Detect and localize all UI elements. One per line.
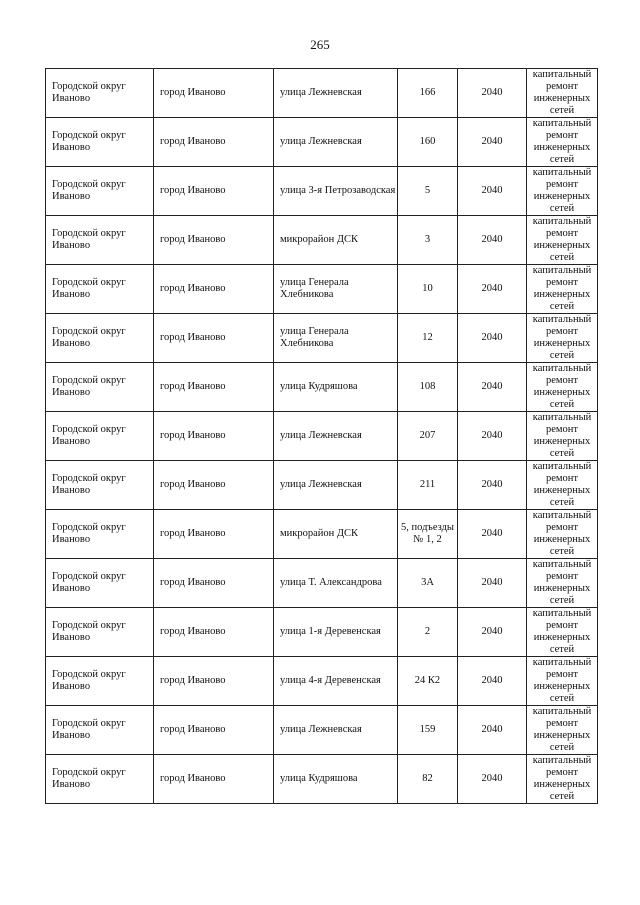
repair-schedule-table (45, 68, 598, 804)
cell-work: капитальный ремонт инженерных сетей (527, 265, 598, 314)
cell-municipality: Городской округ Иваново (46, 363, 154, 412)
table-row (46, 363, 598, 412)
table-row (46, 118, 598, 167)
cell-municipality: Городской округ Иваново (46, 608, 154, 657)
cell-locality: город Иваново (154, 559, 274, 608)
cell-street: улица Генерала Хлебникова (274, 265, 398, 314)
cell-municipality: Городской округ Иваново (46, 118, 154, 167)
cell-street: микрорайон ДСК (274, 510, 398, 559)
table-row (46, 755, 598, 804)
cell-year: 2040 (458, 559, 527, 608)
table-row (46, 265, 598, 314)
cell-work: капитальный ремонт инженерных сетей (527, 412, 598, 461)
cell-work: капитальный ремонт инженерных сетей (527, 608, 598, 657)
cell-work: капитальный ремонт инженерных сетей (527, 657, 598, 706)
cell-street: улица Лежневская (274, 706, 398, 755)
cell-house: 10 (398, 265, 458, 314)
cell-municipality: Городской округ Иваново (46, 706, 154, 755)
cell-street: улица 3-я Петрозаводская (274, 167, 398, 216)
cell-municipality: Городской округ Иваново (46, 167, 154, 216)
cell-street: улица Лежневская (274, 69, 398, 118)
cell-street: улица Генерала Хлебникова (274, 314, 398, 363)
cell-street: улица Лежневская (274, 461, 398, 510)
table-row (46, 608, 598, 657)
cell-year: 2040 (458, 69, 527, 118)
cell-street: улица Кудряшова (274, 363, 398, 412)
cell-house: 12 (398, 314, 458, 363)
cell-year: 2040 (458, 265, 527, 314)
cell-year: 2040 (458, 167, 527, 216)
cell-year: 2040 (458, 706, 527, 755)
cell-house: 24 К2 (398, 657, 458, 706)
cell-street: улица 4-я Деревенская (274, 657, 398, 706)
table-row (46, 706, 598, 755)
cell-year: 2040 (458, 510, 527, 559)
cell-municipality: Городской округ Иваново (46, 69, 154, 118)
cell-house: 211 (398, 461, 458, 510)
cell-year: 2040 (458, 216, 527, 265)
cell-locality: город Иваново (154, 314, 274, 363)
cell-locality: город Иваново (154, 706, 274, 755)
cell-street: микрорайон ДСК (274, 216, 398, 265)
cell-work: капитальный ремонт инженерных сетей (527, 69, 598, 118)
cell-work: капитальный ремонт инженерных сетей (527, 510, 598, 559)
cell-house: 5, подъезды № 1, 2 (398, 510, 458, 559)
cell-year: 2040 (458, 657, 527, 706)
cell-locality: город Иваново (154, 608, 274, 657)
cell-locality: город Иваново (154, 657, 274, 706)
cell-work: капитальный ремонт инженерных сетей (527, 706, 598, 755)
cell-work: капитальный ремонт инженерных сетей (527, 118, 598, 167)
cell-locality: город Иваново (154, 69, 274, 118)
table-row (46, 216, 598, 265)
cell-street: улица Лежневская (274, 412, 398, 461)
cell-locality: город Иваново (154, 216, 274, 265)
cell-locality: город Иваново (154, 265, 274, 314)
table-row (46, 559, 598, 608)
cell-municipality: Городской округ Иваново (46, 461, 154, 510)
cell-locality: город Иваново (154, 510, 274, 559)
cell-year: 2040 (458, 461, 527, 510)
cell-house: 3 (398, 216, 458, 265)
table-body (46, 69, 598, 804)
cell-house: 160 (398, 118, 458, 167)
page-number: 265 (310, 37, 330, 52)
table-row (46, 657, 598, 706)
cell-work: капитальный ремонт инженерных сетей (527, 559, 598, 608)
cell-house: 2 (398, 608, 458, 657)
table-row (46, 69, 598, 118)
cell-work: капитальный ремонт инженерных сетей (527, 363, 598, 412)
cell-municipality: Городской округ Иваново (46, 314, 154, 363)
cell-street: улица Т. Александрова (274, 559, 398, 608)
table-row (46, 510, 598, 559)
cell-year: 2040 (458, 118, 527, 167)
cell-street: улица 1-я Деревенская (274, 608, 398, 657)
cell-work: капитальный ремонт инженерных сетей (527, 314, 598, 363)
cell-house: 159 (398, 706, 458, 755)
cell-house: 108 (398, 363, 458, 412)
cell-locality: город Иваново (154, 363, 274, 412)
cell-house: 5 (398, 167, 458, 216)
cell-year: 2040 (458, 412, 527, 461)
cell-municipality: Городской округ Иваново (46, 412, 154, 461)
cell-locality: город Иваново (154, 118, 274, 167)
table-row (46, 461, 598, 510)
cell-locality: город Иваново (154, 167, 274, 216)
cell-work: капитальный ремонт инженерных сетей (527, 461, 598, 510)
cell-work: капитальный ремонт инженерных сетей (527, 755, 598, 804)
cell-house: 3А (398, 559, 458, 608)
cell-house: 207 (398, 412, 458, 461)
cell-house: 166 (398, 69, 458, 118)
table-row (46, 412, 598, 461)
cell-year: 2040 (458, 755, 527, 804)
cell-street: улица Лежневская (274, 118, 398, 167)
cell-locality: город Иваново (154, 461, 274, 510)
cell-work: капитальный ремонт инженерных сетей (527, 167, 598, 216)
cell-year: 2040 (458, 363, 527, 412)
cell-municipality: Городской округ Иваново (46, 216, 154, 265)
table-row (46, 167, 598, 216)
cell-municipality: Городской округ Иваново (46, 265, 154, 314)
table-row (46, 314, 598, 363)
cell-street: улица Кудряшова (274, 755, 398, 804)
cell-municipality: Городской округ Иваново (46, 755, 154, 804)
cell-municipality: Городской округ Иваново (46, 559, 154, 608)
cell-municipality: Городской округ Иваново (46, 510, 154, 559)
cell-year: 2040 (458, 314, 527, 363)
cell-house: 82 (398, 755, 458, 804)
cell-locality: город Иваново (154, 755, 274, 804)
cell-work: капитальный ремонт инженерных сетей (527, 216, 598, 265)
cell-year: 2040 (458, 608, 527, 657)
cell-locality: город Иваново (154, 412, 274, 461)
cell-municipality: Городской округ Иваново (46, 657, 154, 706)
